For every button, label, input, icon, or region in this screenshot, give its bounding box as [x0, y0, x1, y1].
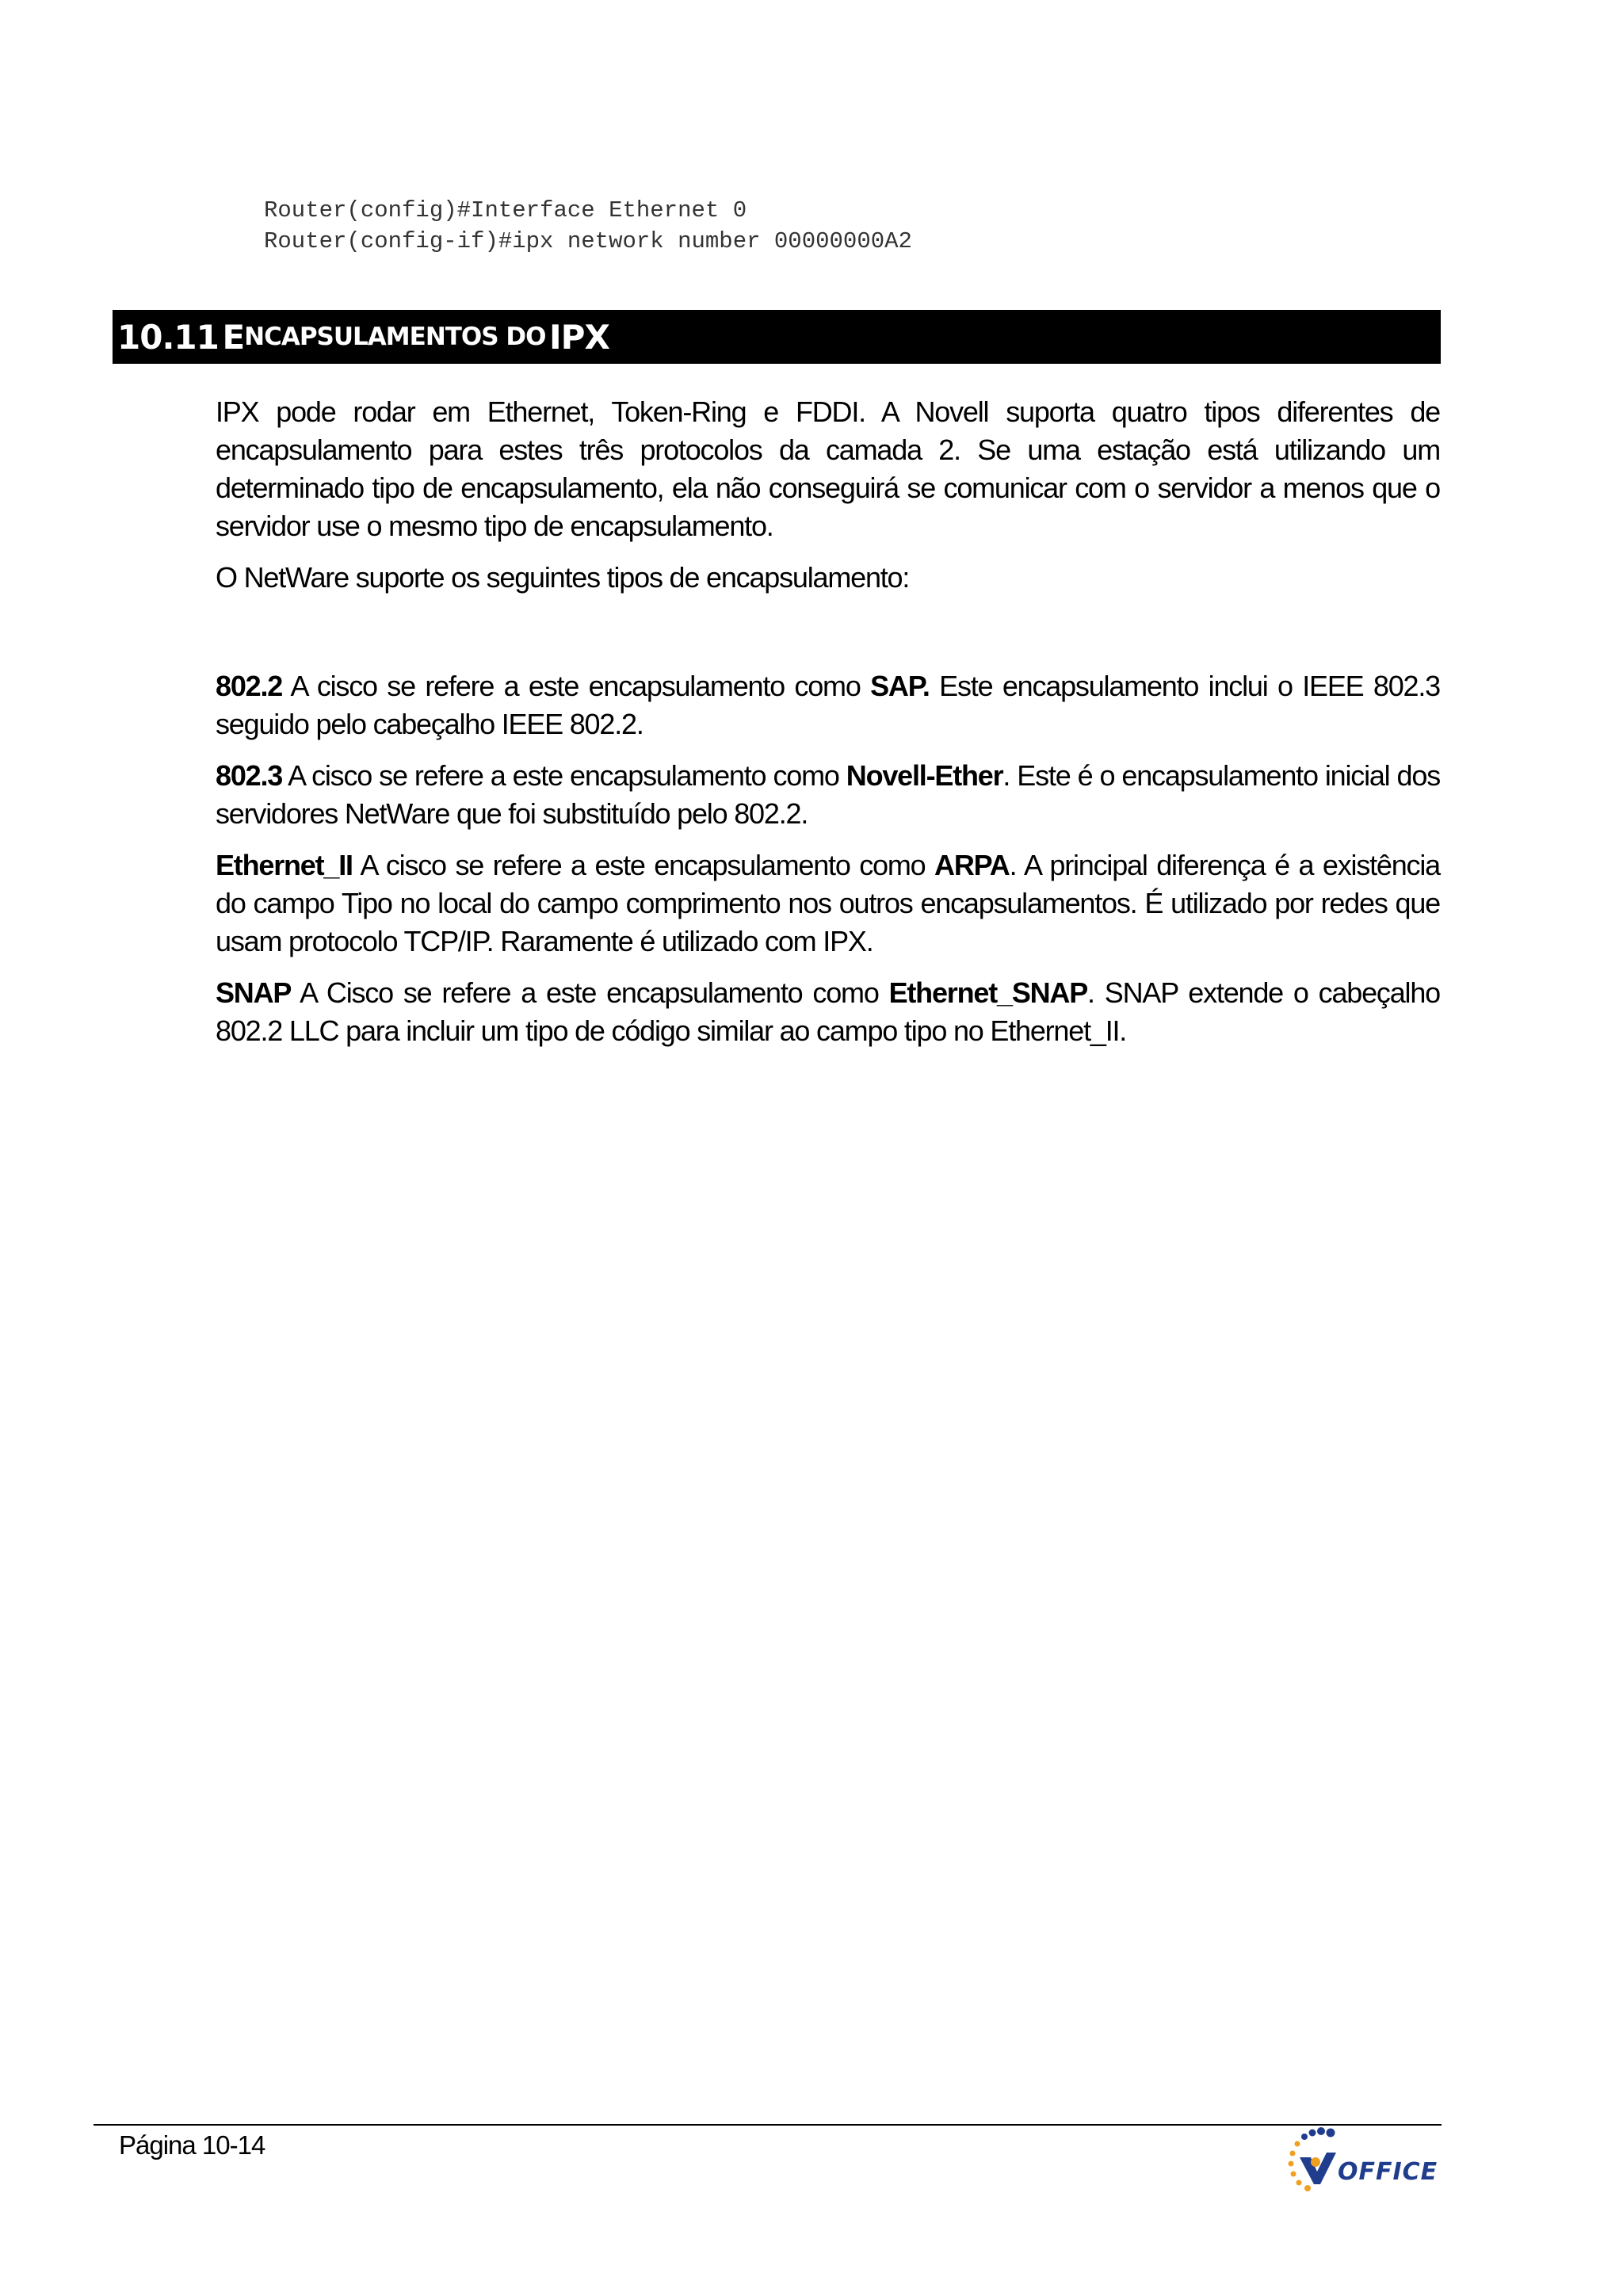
encapsulation-name: 802.3 — [216, 759, 283, 792]
encapsulation-text: . SNAP extende o cabeçalho 802.2 LLC para incluir um tipo de código similar ao campo tipo no Ethernet_II. — [216, 976, 1440, 1047]
cisco-name: ARPA — [934, 849, 1010, 881]
cisco-name: Ethernet_SNAP — [888, 976, 1088, 1009]
page-number: Página 10-14 — [119, 2130, 265, 2160]
section-title-ipx: IPX — [549, 317, 609, 357]
encapsulation-text: A cisco se refere a este encapsulamento como — [282, 670, 871, 702]
encapsulation-name: SNAP — [216, 976, 292, 1009]
footer-rule — [94, 2124, 1442, 2126]
encapsulation-text: A Cisco se refere a este encapsulamento como — [291, 976, 889, 1009]
cisco-name: Novell-Ether — [846, 759, 1003, 792]
encapsulation-text: . A principal diferença é a existência do campo Tipo no local do campo comprimento nos outros encapsulamentos. É utilizado por redes que usam protocolo TCP/IP. Raramente é utilizado com IPX. — [216, 849, 1440, 957]
section-title-initial: E — [222, 317, 245, 357]
code-line: Router(config-if)#ipx network number 00000000A2 — [264, 228, 912, 254]
encapsulation-item-802-3 — [216, 757, 1440, 833]
encapsulation-text: A cisco se refere a este encapsulamento como — [352, 849, 935, 881]
intro-paragraph: IPX pode rodar em Ethernet, Token-Ring e FDDI. A Novell suporta quatro tipos diferentes de encapsulamento para estes três protocolos da camada 2. Se uma estação está utilizando um determinado tipo de encapsulamento, ela não conseguirá se comunicar com o servidor a menos que o servidor use o mesmo tipo de encapsulamento. — [216, 395, 1440, 542]
encapsulation-name: 802.2 — [216, 670, 283, 702]
encapsulation-text: A cisco se refere a este encapsulamento como — [282, 759, 846, 792]
intro-lead: O NetWare suporte os seguintes tipos de encapsulamento: — [216, 561, 910, 594]
encapsulation-item-802-2 — [216, 667, 1440, 743]
section-number: 10.11 — [117, 317, 219, 357]
section-title-smallcaps: NCAPSULAMENTOS DO — [244, 323, 546, 351]
encapsulation-text: Este encapsulamento inclui o IEEE 802.3 seguido pelo cabeçalho IEEE 802.2. — [216, 670, 1440, 740]
encapsulation-item-ethernet-ii — [216, 846, 1440, 961]
logo-v-icon — [1300, 2153, 1336, 2184]
section-heading — [113, 310, 1441, 364]
encapsulation-name: Ethernet_II — [216, 849, 353, 881]
cisco-name: SAP. — [870, 670, 930, 702]
encapsulation-text: . Este é o encapsulamento inicial dos servidores NetWare que foi substituído pelo 802.2. — [216, 759, 1440, 830]
code-line: Router(config)#Interface Ethernet 0 — [264, 197, 747, 223]
encapsulation-item-snap — [216, 974, 1440, 1050]
code-block — [264, 195, 912, 257]
section-body — [216, 393, 1440, 1064]
logo-wordmark: OFFICE — [1338, 2158, 1438, 2186]
voffice-logo — [1282, 2122, 1445, 2202]
